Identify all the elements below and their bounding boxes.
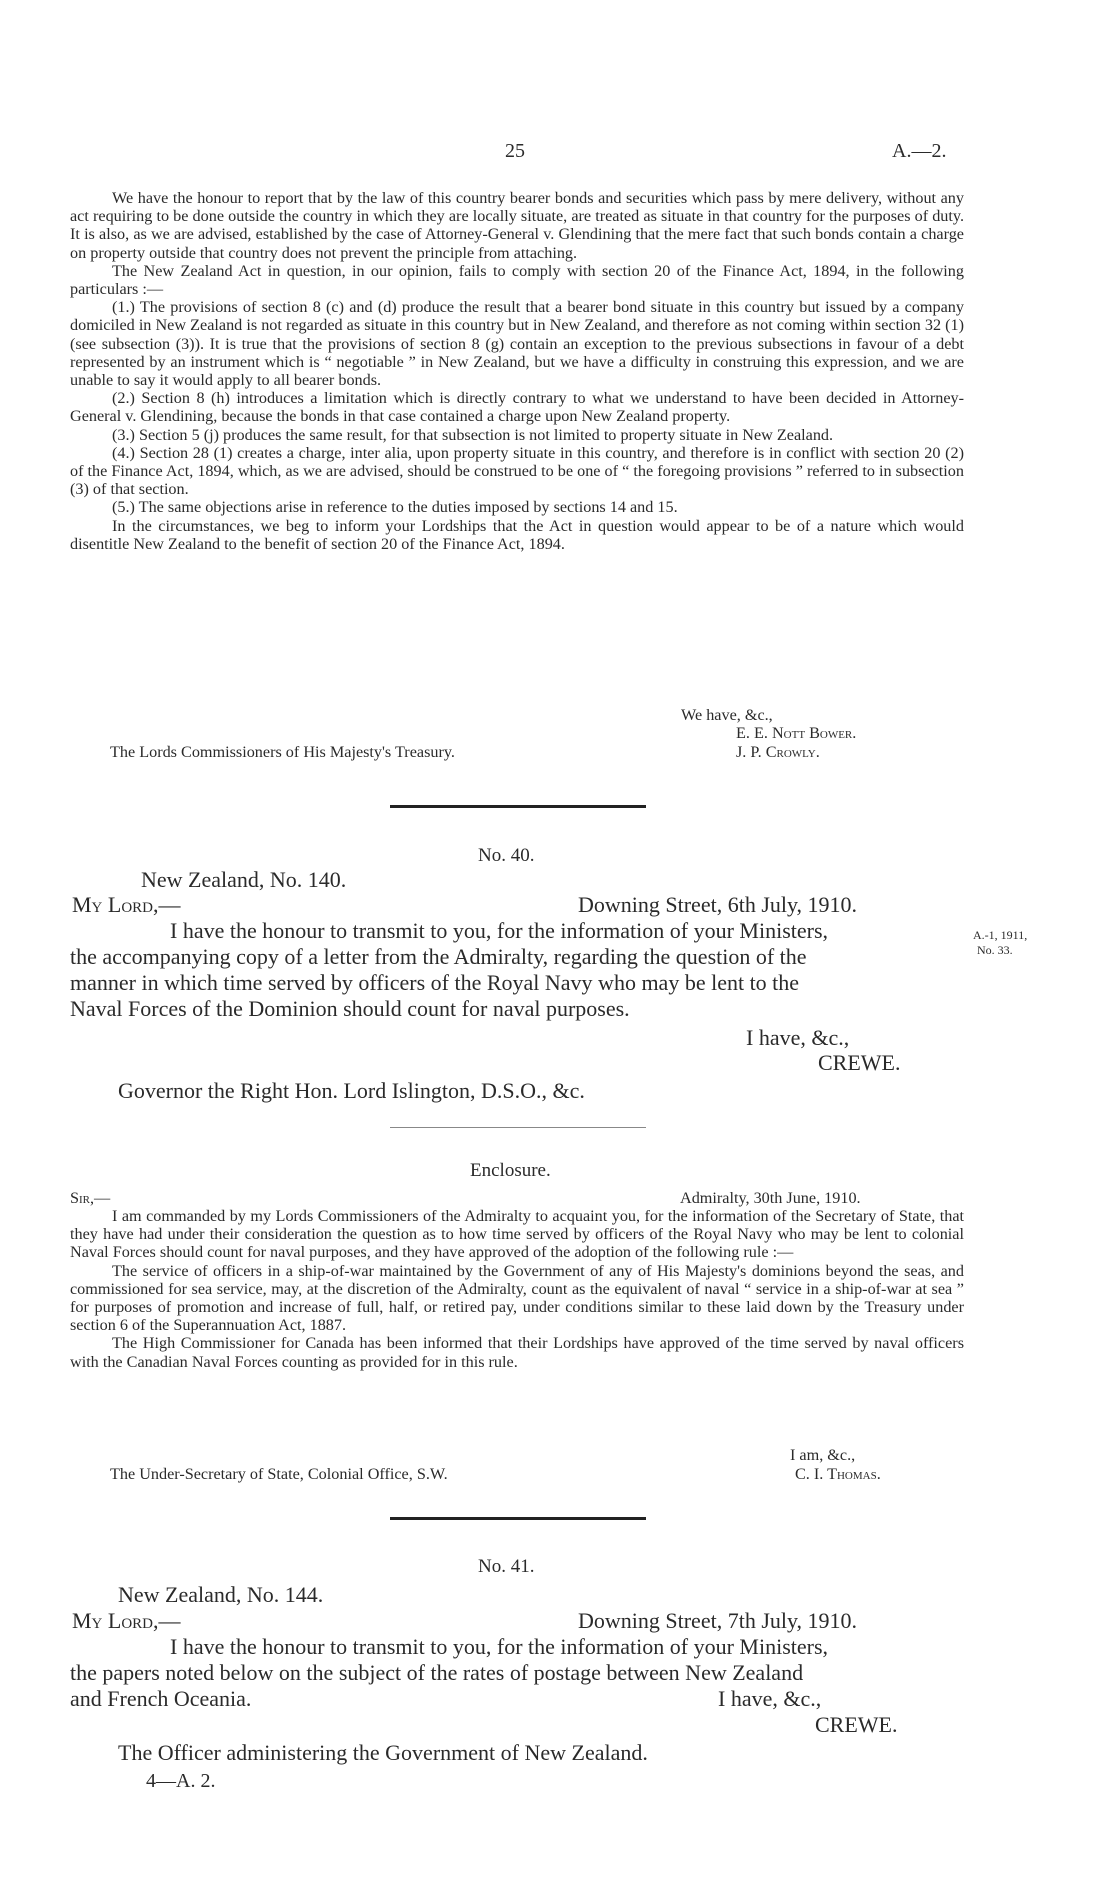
- enclosure-paragraph: I am commanded by my Lords Commissioners of the Admiralty to acquaint you, for the information of the Secretary of State, that they have had under their consideration the question as to how time served by officers of the Royal Navy who may be lent to colonial Naval Forces should count for naval purposes, and they have approved of the adoption of the following rule :—: [70, 1207, 964, 1262]
- report-signatory: E. E. Nott Bower.: [736, 724, 857, 742]
- report-paragraph: We have the honour to report that by the law of this country bearer bonds and securities which pass by mere delivery, without any act requiring to be done outside the country in which they are locally situate, are treated as situate in that country for the purposes of duty. It is also, as we are advised, established by the case of Attorney-General v. Glendining that the mere fact that such bonds contain a charge on property outside that country does not prevent the principle from attaching.: [70, 189, 964, 262]
- report-body: [70, 189, 964, 553]
- enclosure-addressee: The Under-Secretary of State, Colonial Office, S.W.: [110, 1465, 448, 1483]
- report-closing: We have, &c.,: [681, 706, 773, 724]
- enclosure-signature: C. I. Thomas.: [795, 1465, 881, 1483]
- letter-line: manner in which time served by officers of the Royal Navy who may be lent to the: [70, 970, 800, 995]
- enclosure-paragraph: The service of officers in a ship-of-war maintained by the Government of any of His Majesty's dominions beyond the seas, and commissioned for sea service, may, at the discretion of the Admiralty, count as the equivalent of naval “ service in a ship-of-war at sea ” for purposes of promotion and increase of full, half, or retired pay, under conditions similar to these laid down by the Treasury under section 6 of the Superannuation Act, 1887.: [70, 1261, 964, 1335]
- section-divider: [390, 1517, 646, 1520]
- letter-signature: CREWE.: [815, 1712, 898, 1737]
- signature-mark: 4—A. 2.: [146, 1770, 216, 1792]
- enclosure-body: [70, 1207, 964, 1371]
- letter-addressee: The Officer administering the Government of New Zealand.: [118, 1740, 648, 1765]
- place-date: Admiralty, 30th June, 1910.: [680, 1189, 861, 1207]
- report-paragraph: (5.) The same objections arise in reference to the duties imposed by sections 14 and 15.: [112, 498, 678, 517]
- letter-closing: I have, &c.,: [718, 1686, 822, 1711]
- margin-reference: A.-1, 1911,: [973, 928, 1028, 942]
- letter-line: and French Oceania.: [70, 1686, 252, 1711]
- page-number: 25: [505, 140, 525, 162]
- enclosure-closing: I am, &c.,: [790, 1446, 856, 1464]
- enclosure-heading: Enclosure.: [470, 1160, 551, 1181]
- report-paragraph: (4.) Section 28 (1) creates a charge, inter alia, upon property situate in this country, and therefore is in conflict with section 20 (2) of the Finance Act, 1894, which, as we are advised, should be construed to be one of “ the foregoing provisions ” referred to in subsection (3) of that section.: [70, 443, 964, 499]
- place-date: Downing Street, 6th July, 1910.: [578, 892, 858, 917]
- letter-line: Naval Forces of the Dominion should count for naval purposes.: [70, 996, 630, 1021]
- margin-reference: No. 33.: [977, 943, 1013, 957]
- section-divider: [390, 805, 646, 808]
- letter-line: I have the honour to transmit to you, for the information of your Ministers,: [170, 1634, 829, 1659]
- report-paragraph: (3.) Section 5 (j) produces the same result, for that subsection is not limited to property situate in New Zealand.: [112, 425, 834, 444]
- despatch-heading: No. 41.: [478, 1556, 535, 1577]
- salutation: My Lord,—: [72, 892, 181, 917]
- letter-line: I have the honour to transmit to you, for the information of your Ministers,: [170, 918, 829, 943]
- enclosure-paragraph: The High Commissioner for Canada has been informed that their Lordships have approved of the time served by naval officers with the Canadian Naval Forces counting as provided for in this rule.: [70, 1334, 964, 1371]
- report-paragraph: (1.) The provisions of section 8 (c) and (d) produce the result that a bearer bond situate in this country but issued by a company domiciled in New Zealand is not regarded as situate in this country but in New Zealand, and therefore as not coming within section 32 (1) (see subsection (3)). It is true that the provisions of section 8 (g) contain an exception to the previous subsections in favour of a debt represented by an instrument which is “ negotiable ” in New Zealand, but we have a difficulty in construing this expression, and we are unable to say it would apply to all bearer bonds.: [70, 298, 964, 390]
- section-divider: [390, 1127, 646, 1128]
- report-signatory: J. P. Crowly.: [736, 743, 820, 761]
- report-paragraph: In the circumstances, we beg to inform your Lordships that the Act in question would appear to be of a nature which would disentitle New Zealand to the benefit of section 20 of the Finance Act, 1894.: [70, 516, 964, 553]
- letter-line: the accompanying copy of a letter from the Admiralty, regarding the question of the: [70, 944, 807, 969]
- letter-closing: I have, &c.,: [746, 1025, 850, 1050]
- report-paragraph: (2.) Section 8 (h) introduces a limitation which is directly contrary to what we understand to have been decided in Attorney-General v. Glendining, because the bonds in that case contained a charge upon New Zealand property.: [70, 389, 964, 426]
- report-addressee: The Lords Commissioners of His Majesty's Treasury.: [110, 743, 455, 761]
- despatch-ref: New Zealand, No. 140.: [141, 867, 347, 892]
- letter-addressee: Governor the Right Hon. Lord Islington, D.S.O., &c.: [118, 1078, 585, 1103]
- place-date: Downing Street, 7th July, 1910.: [578, 1608, 858, 1633]
- salutation: My Lord,—: [72, 1608, 181, 1633]
- report-paragraph: The New Zealand Act in question, in our opinion, fails to comply with section 20 of the Finance Act, 1894, in the following particulars :—: [70, 261, 964, 299]
- letter-signature: CREWE.: [818, 1050, 901, 1075]
- letter-line: the papers noted below on the subject of the rates of postage between New Zealand: [70, 1660, 804, 1685]
- salutation: Sir,—: [70, 1189, 111, 1207]
- despatch-heading: No. 40.: [478, 845, 535, 866]
- despatch-ref: New Zealand, No. 144.: [118, 1582, 324, 1607]
- page-ref: A.—2.: [892, 140, 947, 162]
